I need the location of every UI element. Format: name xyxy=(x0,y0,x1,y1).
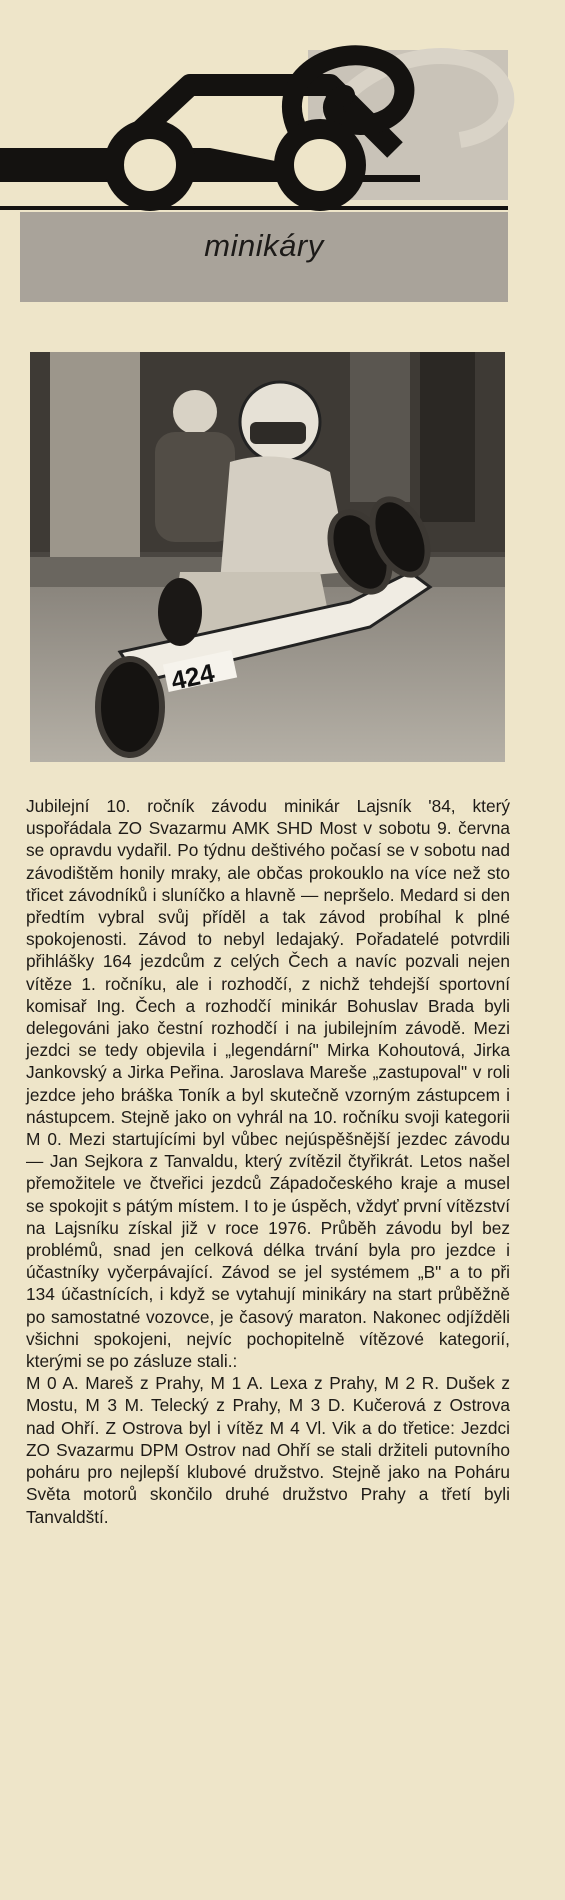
spectator-back xyxy=(350,352,410,502)
section-title: minikáry xyxy=(204,228,324,263)
child-spectator-head xyxy=(173,390,217,434)
minikart-logo-graphic xyxy=(0,40,565,215)
race-photo-illustration xyxy=(30,352,505,762)
kart-front-left-wheel xyxy=(98,659,162,755)
article-paragraph: Jubilejní 10. ročník závodu minikár Lajsník '84, který uspořádala ZO Svazarmu AMK SHD Most v sobotu 9. června se opravdu vydařil. Po týdnu deštivého počasí se v sobotu nad závodištěm honily mraky, ale občas prokouklo na více než sto třicet závodníků i sluníčko a hlavně — nepršelo. Medard si den předtím vybral svůj příděl a tak závod probíhal k plné spokojenosti. Závod to nebyl ledajaký. Pořadatelé potvrdili přihlášky 164 jezdcům z celých Čech a navíc pozvali nejen vítěze 1. ročníku, ale i rozhodčí, z nichž tehdejší sportovní komisař Ing. Čech a rozhodčí minikár Bohuslav Brada byli delegováni jako čestní rozhodčí i na jubilejním závodě. Mezi jezdci se tedy objevila i „legendární" Mirka Kohoutová, Jirka Jankovský a Jirka Peřina. Jaroslava Mareše „zastupoval" v roli jezdce jeho bráška Toník a byl skutečně vzorným zástupcem i nástupcem. Stejně jako on vyhrál na 10. ročníku svoji kategorii M 0. Mezi startujícími byl vůbec nejúspěšnější jezdec závodu — Jan Sejkora z Tanvaldu, který zvítězil čtyřikrát. Letos našel přemožitele ve čtveřici jezdců Západočeského kraje a musel se spokojit s pátým místem. I to je úspěch, vždyť první vítězství na Lajsníku získal již v roce 1976. Průběh závodu byl bez problémů, snad jen celková délka trvání byla pro jezdce i účastníky vyčerpávající. Závod se jel systémem „B" a to při 134 účastnících, i když se vytahují minikáry na start průběžně po samostatné vozovce, je časový maraton. Nakonec odjížděli všichni spokojeni, nejvíc pochopitelně vítězové kategorií, kterými se po zásluze stali.: xyxy=(26,796,510,1372)
logo-front-wheel xyxy=(114,129,186,201)
child-spectator-body xyxy=(155,432,235,542)
kart-front-right-wheel xyxy=(158,578,202,646)
article-results: M 0 A. Mareš z Prahy, M 1 A. Lexa z Prahy, M 2 R. Dušek z Mostu, M 3 M. Telecký z Prahy, M 3 D. Kučerová z Ostrova nad Ohří. Z Ostrova byl i vítěz M 4 Vl. Vik a do třetice: Jezdci ZO Svazarmu DPM Ostrov nad Ohří se stali držiteli putovního poháru pro nejlepší klubové družstvo. Stejně jako na Poháru Světa motorů skončilo druhé družstvo Prahy a třetí byli Tanvaldští. xyxy=(26,1373,510,1527)
kart-number: 424 xyxy=(168,657,218,696)
spectator-left xyxy=(50,352,140,582)
race-photo xyxy=(30,352,505,762)
logo-rear-wheel xyxy=(284,129,356,201)
driver-jacket xyxy=(220,456,350,582)
article-body xyxy=(26,795,510,1885)
spectator-right xyxy=(420,352,475,522)
logo-base-rule xyxy=(0,206,508,210)
helmet-visor xyxy=(250,422,306,444)
